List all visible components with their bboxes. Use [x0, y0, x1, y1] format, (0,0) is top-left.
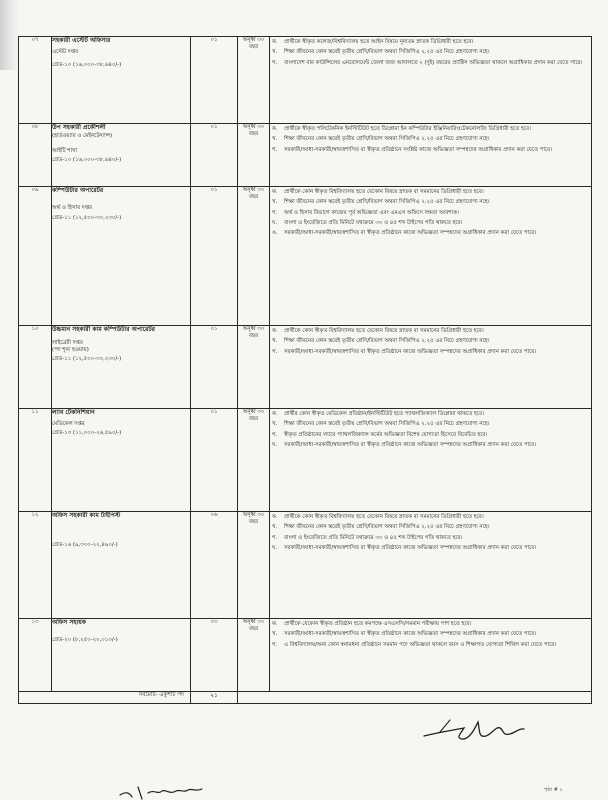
post-office: অর্থ ও হিসাব দপ্তর — [52, 205, 92, 212]
post-count: ০১ — [191, 124, 238, 187]
post-specialization: (হার্ডওয়্যার ও মেইনটেন্যান্স) — [52, 133, 113, 140]
post-count: ০৬ — [191, 512, 238, 619]
qualification-item: ঙ. সরকারী/আধা-সরকারী/স্বায়ত্তশাসিত বা স্বীকৃত প্রতিষ্ঠানে কাজে অভিজ্ঞতা সম্পন্নদের অগ্রাধিকার প্রদান করা যেতে পারে। — [272, 230, 537, 237]
post-grade: গ্রেড-১৩ (১১,০০০-২৬,৫৯০/-) — [52, 430, 122, 437]
serial-number: ১১ — [19, 409, 52, 512]
page-number: পৃষ্ঠা # ২ — [544, 787, 563, 793]
age-limit: অনূর্ধ্ব ৩০ বছর — [238, 326, 270, 409]
job-vacancy-table — [18, 36, 592, 704]
age-limit: অনূর্ধ্ব ৩০ বছর — [238, 37, 270, 124]
post-count: ০১ — [191, 326, 238, 409]
post-grade: গ্রেড-১৬ (৯,৩০০-২২,৪৯০/-) — [52, 542, 118, 549]
post-title: উপ সহকারী প্রকৌশলী — [52, 124, 106, 131]
age-limit: অনূর্ধ্ব ৩০ বছর — [238, 124, 270, 187]
serial-number: ০৭ — [19, 37, 52, 124]
qualification-item: খ. শিক্ষা জীবনের কোন স্তরেই তৃতীয় শ্রেণি/বিভাগ অথবা সিজিপিএ ২.২৫ এর নিচে গ্রহণযোগ্য নহে। — [272, 338, 490, 345]
post-grade: গ্রেড-২০ (৮,২৫০-২০,০১০/-) — [52, 637, 118, 644]
table-row — [19, 409, 592, 512]
qualification-item: গ. বাংলাদেশ বার কাউন্সিলের এনরোলমেন্ট জেলা জজ আদালতে ২ (দুই) বছরের প্র্যাক্টিস অভিজ্ঞতা থাকলে অগ্রাধিকার প্রদান করা যেতে পারে। — [272, 59, 583, 66]
age-limit: অনূর্ধ্ব ৩০ বছর — [238, 409, 270, 512]
post-title: সহকারী এস্টেট অফিসার — [52, 37, 111, 44]
table-row — [19, 619, 592, 692]
qualification-item: গ. সরকারী/আধা-সরকারী/স্বায়ত্তশাসিত বা স্বীকৃত প্রতিষ্ঠানে কাজে অভিজ্ঞতা সম্পন্নদের অগ্রাধিকার প্রদান করা যেতে পারে। — [272, 348, 537, 355]
post-title: কম্পিউটার অপারেটর — [52, 187, 104, 194]
serial-number: ১২ — [19, 512, 52, 619]
table-row — [19, 37, 592, 124]
post-count: ০১ — [191, 187, 238, 326]
post-cell — [52, 326, 191, 409]
post-cell — [52, 124, 191, 187]
qualification-item: খ. সরকারী/আধা-সরকারী/স্বায়ত্তশাসিত বা স্বীকৃত প্রতিষ্ঠানে কাজে অভিজ্ঞতা সম্পন্নদের অগ্রাধিকার প্রদান করা যেতে পারে। — [272, 631, 537, 638]
qualification-item: খ. শিক্ষা জীবনের কোন স্তরেই তৃতীয় শ্রেণি/বিভাগ অথবা সিজিপিএ ২.২৫ এর নিচে গ্রহণযোগ্য নহে। — [272, 49, 490, 56]
post-note: (পদ শূন্য হওয়ায়) — [52, 347, 89, 354]
total-row — [19, 692, 592, 704]
qualification-item: ক. প্রার্থীকে কোন স্বীকৃত বিশ্ববিদ্যালয় হতে যেকোন বিষয়ে স্নাতক বা সমমানের ডিগ্রিধারী হতে হবে। — [272, 328, 484, 334]
qualification-item: ক. প্রার্থীকে যেকোন স্বীকৃত প্রতিষ্ঠান হতে কমপক্ষে এসএসসি/সমমান পরীক্ষায় পাশ হতে হবে। — [272, 621, 472, 627]
qualification-item: খ. শিক্ষা জীবনের কোন স্তরেই তৃতীয় শ্রেণি/বিভাগ অথবা সিজিপিএ ২.২৫ এর নিচে গ্রহণযোগ্য নহে। — [272, 199, 490, 206]
serial-number: ০৮ — [19, 124, 52, 187]
handwritten-scrawl — [118, 781, 208, 800]
post-title: অফিস সহকারী কাম টাইপিস্ট — [52, 512, 121, 519]
total-value: ২১ — [191, 692, 238, 704]
post-count: ০৩ — [191, 619, 238, 692]
qualification-item: ঘ. সরকারী/আধা-সরকারী/স্বায়ত্তশাসিত বা স্বীকৃত প্রতিষ্ঠানে কাজে অভিজ্ঞতা সম্পন্নদের অগ্রাধিকার প্রদান করা যেতে পারে। — [272, 544, 537, 551]
serial-number: ১০ — [19, 326, 52, 409]
qualification-item: গ. অর্থ ও হিসাব বিভাগে কাজের পূর্ব অভিজ্ঞতা এবং এমএস অফিসে দক্ষতা আবশ্যক। — [272, 209, 459, 216]
post-office: লাইব্রেরী দপ্তর — [52, 340, 83, 347]
post-cell — [52, 512, 191, 619]
post-title: ল্যাব টেকনিশিয়ান — [52, 409, 95, 416]
post-grade: গ্রেড-১১ (১২,৫০০-৩০,২৩০/-) — [52, 215, 122, 222]
post-count: ০১ — [191, 409, 238, 512]
qualification-item: ক. প্রার্থীর কোন স্বীকৃত মেডিকেল প্রতিষ্ঠান/ইনস্টিটিউট হতে প্যাথলজিক্যাল ডিপ্লোমা থাকতে হবে। — [272, 411, 484, 417]
signature-mark — [420, 712, 540, 746]
qualifications-cell — [270, 409, 592, 512]
post-cell — [52, 619, 191, 692]
age-limit: অনূর্ধ্ব ৩০ বছর — [238, 619, 270, 692]
total-empty-cell — [238, 692, 592, 704]
post-office: এস্টেট দপ্তর — [52, 49, 79, 56]
table-row — [19, 512, 592, 619]
qualification-item: ক. প্রার্থীকে স্বীকৃত পলিটেকনিক ইনস্টিটিউট হতে ডিপ্লোমা ইন কম্পিউটার ইঞ্জিনিয়ারিং/টেকনোলজি ডিগ্রিধারী হতে হবে। — [272, 126, 531, 132]
table-row — [19, 187, 592, 326]
table-row — [19, 124, 592, 187]
qualifications-cell — [270, 37, 592, 124]
post-office: আইটি শাখা — [52, 148, 78, 155]
qualification-item: খ. শিক্ষা জীবনের কোন স্তরেই তৃতীয় শ্রেণি/বিভাগ অথবা সিজিপিএ ২.২৫ এর নিচে গ্রহণযোগ্য নহে। — [272, 421, 490, 428]
age-limit: অনূর্ধ্ব ৩০ বছর — [238, 187, 270, 326]
qualifications-cell — [270, 512, 592, 619]
post-cell — [52, 37, 191, 124]
post-count: ০১ — [191, 37, 238, 124]
post-title: উচ্চমান সহকারী কাম কম্পিউটার অপারেটর — [52, 326, 155, 333]
serial-number: ০৯ — [19, 187, 52, 326]
qualification-item: গ. বাংলা ও ইংরেজিতে প্রতি মিনিটে যথাক্রমে ৩০ ও ৪৫ শব্দ টাইপের গতি থাকতে হবে। — [272, 534, 463, 541]
qualification-item: খ. শিক্ষা জীবনের কোন স্তরেই তৃতীয় শ্রেণি/বিভাগ অথবা সিজিপিএ ২.২৫ এর নিচে গ্রহণযোগ্য নহে। — [272, 136, 490, 143]
serial-number: ১৩ — [19, 619, 52, 692]
qualifications-cell — [270, 619, 592, 692]
qualification-item: গ. এ বিশ্ববিদ্যালয়/অন্য কোন স্বনামধন্য প্রতিষ্ঠানে সমমান পদে অভিজ্ঞতা থাকলে বয়স ও শিক্ষাগত যোগ্যতা শিথিল করা যেতে পারে। — [272, 641, 557, 648]
qualification-item: ক. প্রার্থীকে কোন স্বীকৃত বিশ্ববিদ্যালয় হতে যেকোন বিষয়ে স্নাতক বা সমমানের ডিগ্রিধারী হতে হবে। — [272, 514, 484, 520]
qualification-item: খ. শিক্ষা জীবনের কোন স্তরেই তৃতীয় শ্রেণি/বিভাগ অথবা সিজিপিএ ২.২৫ এর নিচে গ্রহণযোগ্য নহে। — [272, 524, 490, 531]
qualification-item: গ. স্বীকৃত প্রতিষ্ঠানের ল্যাবে প্যাথলজিক্যাল কর্মের অভিজ্ঞতা বিশেষ যোগ্যতা হিসেবে বিবেচিত হবে। — [272, 431, 488, 438]
post-grade: গ্রেড-১০ (১৬,০০০-৩৮,৬৪০/-) — [52, 156, 122, 163]
age-limit: অনূর্ধ্ব ৩০ বছর — [238, 512, 270, 619]
qualification-item: ঘ. সরকারী/আধা-সরকারী/স্বায়ত্তশাসিত বা স্বীকৃত প্রতিষ্ঠানে কাজে অভিজ্ঞতা সম্পন্নদের অগ্রাধিকার প্রদান করা যেতে পারে। — [272, 441, 537, 448]
binding-edge — [0, 0, 20, 70]
qualifications-cell — [270, 124, 592, 187]
qualification-item: ক. প্রার্থীকে স্বীকৃত কলেজ/বিশ্ববিদ্যালয় হতে আইন বিষয়ে নূন্যতম স্নাতক ডিগ্রিধারী হতে হবে। — [272, 39, 474, 45]
total-label: সর্বমোট- একুশটি পদ — [19, 692, 191, 704]
qualification-item: ঘ. বাংলা ও ইংরেজিতে প্রতি মিনিটে যথাক্রমে ৩০ ও ৪৫ শব্দ টাইপের গতি থাকতে হবে। — [272, 219, 463, 226]
post-grade: গ্রেড-১১ (১২,৫০০-৩০,২৩০/-) — [52, 355, 122, 362]
post-office: মেডিকেল দপ্তর — [52, 421, 85, 428]
table-row — [19, 326, 592, 409]
qualification-item: ক. প্রার্থীকে কোন স্বীকৃত বিশ্ববিদ্যালয় হতে যেকোন বিষয়ে স্নাতক বা সমমানের ডিগ্রিধারী হতে হবে। — [272, 189, 484, 195]
qualification-item: গ. সরকারী/আধা-সরকারী/স্বায়ত্তশাসিত বা স্বীকৃত প্রতিষ্ঠানে সংশ্লিষ্ট কাজে অভিজ্ঞতা সম্পন্নদের অগ্রাধিকার প্রদান করা যেতে পারে। — [272, 146, 552, 153]
post-cell — [52, 187, 191, 326]
qualifications-cell — [270, 187, 592, 326]
post-grade: গ্রেড-১০ (১৬,০০০-৩৮,৬৪০/-) — [52, 62, 122, 69]
qualifications-cell — [270, 326, 592, 409]
post-cell — [52, 409, 191, 512]
post-title: অফিস সহায়ক — [52, 619, 86, 626]
